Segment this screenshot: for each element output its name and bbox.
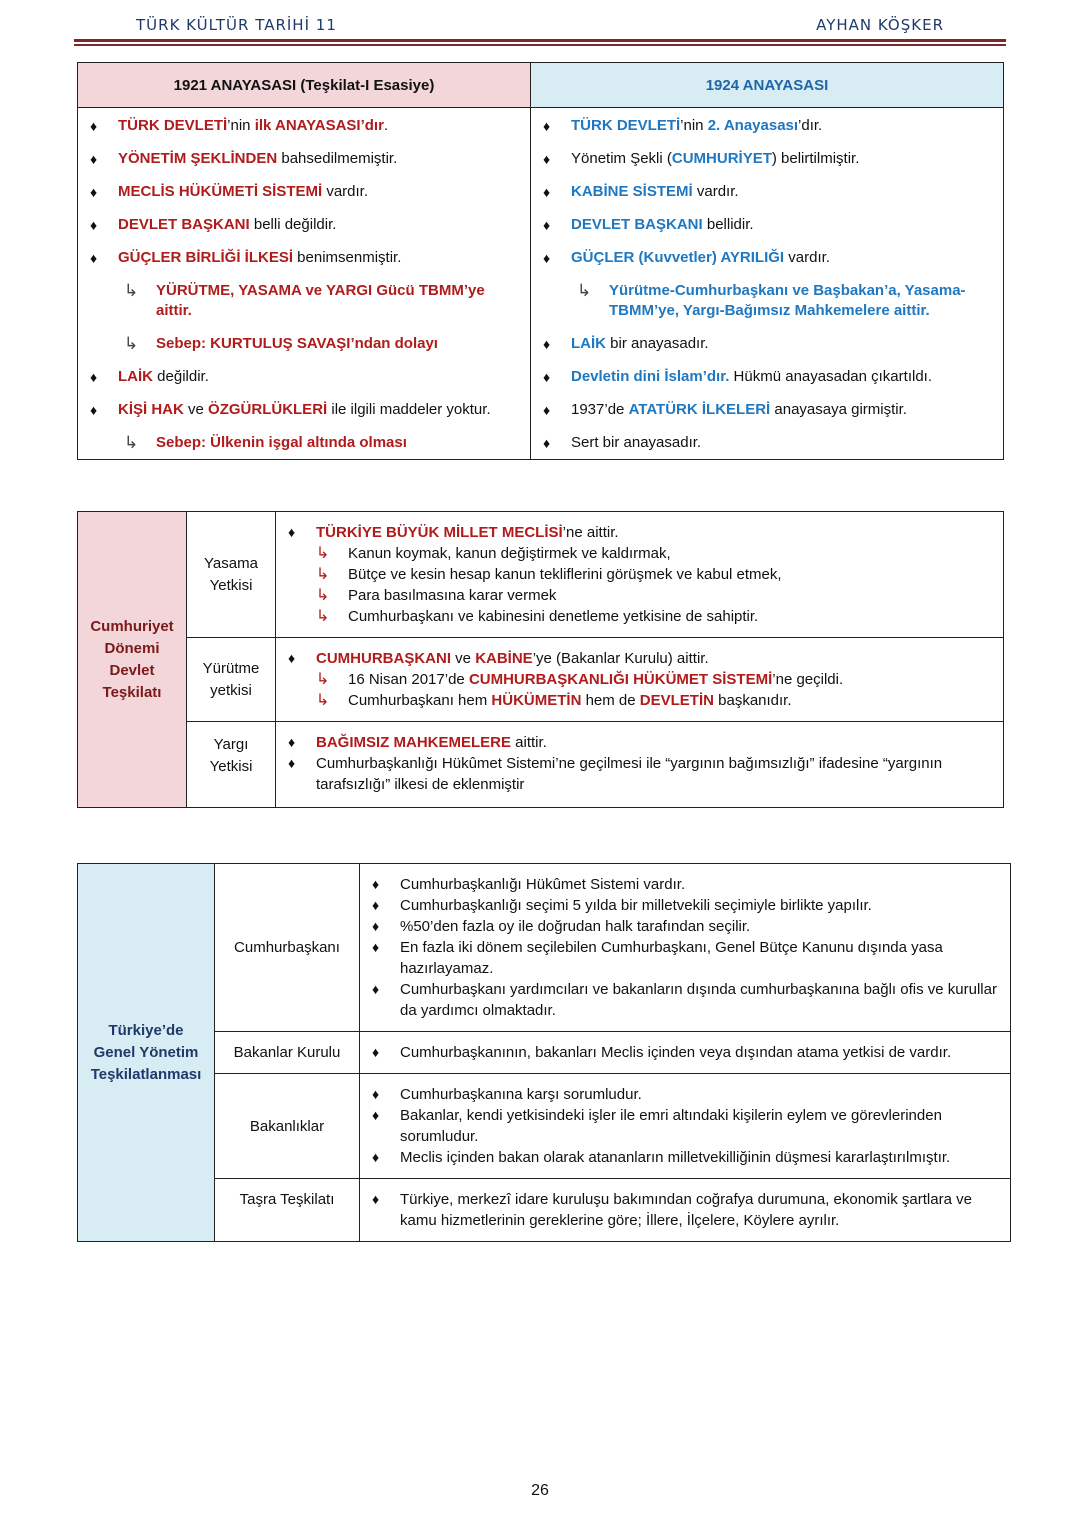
list-item-text: [571, 400, 907, 420]
constitution-comparison-table: [77, 62, 1004, 460]
row-content-council-of-ministers: [360, 1032, 1011, 1074]
list-item-text: [118, 367, 209, 387]
row-content-provincial: [360, 1179, 1011, 1242]
list-item-text: [118, 182, 368, 202]
text-run: hem de: [581, 692, 640, 709]
text-run: ve: [451, 650, 476, 667]
text-run: 16 Nisan 2017’de: [348, 671, 469, 688]
arrow-icon: ↳: [316, 587, 330, 604]
list-item-text: [156, 334, 438, 354]
list-item: [539, 367, 995, 387]
text-run: aittir.: [511, 734, 547, 751]
bullet-icon: ♦: [372, 918, 380, 934]
text-run: DEVLETİN: [639, 692, 714, 709]
list-item: [86, 149, 522, 169]
list-item-text: [348, 690, 792, 711]
text-run: vardır.: [692, 183, 739, 200]
text-run: başkanıdır.: [713, 692, 792, 709]
list-item-text: Türkiye, merkezî idare kuruluşu bakımından coğrafya durumuna, ekonomik şartlara ve kamu hizmetlerinin gereklerine göre; İllere, İlçelere, Köylere ayrılır.: [400, 1191, 972, 1229]
text-run: YÖNETİM ŞEKLİNDEN: [118, 150, 278, 167]
sub-list-item: [86, 433, 522, 453]
text-run: 2. Anayasası: [707, 117, 799, 134]
list-item-text: [571, 248, 830, 268]
bullet-icon: ♦: [372, 1191, 380, 1207]
bullet-icon: ♦: [543, 336, 551, 352]
list-item: [368, 916, 1002, 937]
list-item-text: Cumhurbaşkanına karşı sorumludur.: [400, 1086, 642, 1103]
text-run: MECLİS HÜKÜMETİ SİSTEMİ: [118, 183, 323, 200]
list-item: [284, 753, 995, 795]
text-run: DEVLET BAŞKANI: [571, 216, 703, 233]
list-item: [284, 732, 995, 753]
list-item: [539, 400, 995, 420]
list-item-text: [571, 149, 859, 169]
row-content-ministries: [360, 1074, 1011, 1179]
sub-list-item: [539, 281, 995, 321]
list-item: [368, 1084, 1002, 1105]
bullet-icon: ♦: [90, 250, 98, 266]
list-item-text: [118, 149, 397, 169]
text-run: BAĞIMSIZ MAHKEMELERE: [316, 734, 511, 751]
list-item-text: Cumhurbaşkanlığı seçimi 5 yılda bir milletvekili seçimiyle birlikte yapılır.: [400, 897, 872, 914]
text-run: ilk ANAYASASI’dır: [254, 117, 384, 134]
text-run: ’dır.: [798, 117, 823, 134]
state-organization-title: Cumhuriyet Dönemi Devlet Teşkilatı: [78, 512, 187, 808]
col-1921-list: [78, 108, 531, 460]
general-administration-title: Türkiye’de Genel Yönetim Teşkilatlanması: [78, 864, 215, 1242]
arrow-icon: ↳: [124, 281, 139, 300]
text-run: ’nin: [680, 117, 708, 134]
text-run: CUMHURİYET: [671, 150, 772, 167]
bullet-icon: ♦: [90, 151, 98, 167]
text-run: Cumhurbaşkanı hem: [348, 692, 492, 709]
list-item: [368, 1147, 1002, 1168]
sub-list-item: [284, 564, 995, 585]
list-item-text: [156, 433, 407, 453]
arrow-icon: ↳: [577, 281, 592, 300]
text-run: Sert bir anayasadır.: [571, 434, 702, 451]
row-label-ministries: Bakanlıklar: [215, 1074, 360, 1179]
list-item-text: [571, 116, 822, 136]
list-item: [539, 433, 995, 453]
bullet-icon: ♦: [372, 1044, 380, 1060]
list-item-text: [571, 215, 754, 235]
bullet-icon: ♦: [543, 402, 551, 418]
page-number: 26: [531, 1482, 549, 1499]
text-run: KABİNE: [475, 650, 533, 667]
text-run: Hükmü anayasadan çıkartıldı.: [729, 368, 932, 385]
col-1924-title: 1924 ANAYASASI: [531, 63, 1004, 108]
text-run: ’ye (Bakanlar Kurulu) aittir.: [532, 650, 709, 667]
list-item-text: [316, 522, 619, 543]
bullet-icon: ♦: [543, 151, 551, 167]
row-label-provincial: Taşra Teşkilatı: [215, 1179, 360, 1242]
text-run: ile ilgili maddeler yoktur.: [327, 401, 491, 418]
text-run: Cumhurbaşkanı ve kabinesini denetleme yetkisine de sahiptir.: [348, 608, 759, 625]
text-run: .: [383, 117, 389, 134]
text-run: bahsedilmemiştir.: [277, 150, 398, 167]
list-item: [368, 895, 1002, 916]
list-item: [539, 334, 995, 354]
list-item: [539, 248, 995, 268]
text-run: ÖZGÜRLÜKLERİ: [208, 401, 328, 418]
bullet-icon: ♦: [288, 650, 296, 666]
list-item: [539, 215, 995, 235]
list-item: [539, 149, 995, 169]
arrow-icon: ↳: [316, 545, 330, 562]
text-run: Yürütme-Cumhurbaşkanı ve Başbakan’a, Yasama-TBMM’ye, Yargı-Bağımsız Mahkemelere aittir.: [609, 282, 966, 319]
text-run: Devletin dini İslam’dır.: [571, 368, 730, 385]
list-item-text: [609, 281, 995, 321]
arrow-icon: ↳: [316, 671, 330, 688]
list-item: [86, 215, 522, 235]
text-run: vardır.: [322, 183, 369, 200]
list-item: [86, 367, 522, 387]
text-run: Para basılmasına karar vermek: [348, 587, 557, 604]
col-1924-list: [531, 108, 1004, 460]
list-item-text: [348, 669, 843, 690]
list-item-text: [571, 433, 701, 453]
text-run: ’ne geçildi.: [772, 671, 844, 688]
bullet-icon: ♦: [543, 250, 551, 266]
text-run: Cumhurbaşkanlığı Hükûmet Sistemi’ne geçilmesi ile “yargının bağımsızlığı” ifadesine “yargının tarafsızlığı” ilkesi de eklenmiştir: [316, 755, 943, 793]
row-label-executive: Yürütme yetkisi: [187, 638, 276, 722]
list-item-text: [118, 215, 336, 235]
list-item-text: [118, 116, 388, 136]
row-content-judicial: [276, 722, 1004, 808]
text-run: 1937’de: [571, 401, 629, 418]
header-rule: [74, 39, 1006, 42]
bullet-icon: ♦: [288, 734, 296, 750]
list-item: [86, 400, 522, 420]
list-item: [368, 874, 1002, 895]
bullet-icon: ♦: [288, 524, 296, 540]
bullet-icon: ♦: [372, 1086, 380, 1102]
list-item-text: [348, 564, 782, 585]
text-run: TÜRK DEVLETİ: [118, 117, 228, 134]
list-item-text: [348, 543, 671, 564]
text-run: DEVLET BAŞKANI: [118, 216, 250, 233]
list-item-text: Cumhurbaşkanlığı Hükûmet Sistemi vardır.: [400, 876, 686, 893]
list-item: [368, 1042, 1002, 1063]
row-label-judicial: Yargı Yetkisi: [187, 722, 276, 808]
state-organization-table: [77, 511, 1004, 808]
list-item-text: [571, 334, 709, 354]
header-rule-thin: [74, 44, 1006, 46]
list-item-text: [348, 606, 758, 627]
list-item-text: [348, 585, 556, 606]
text-run: Sebep: KURTULUŞ SAVAŞI’ndan dolayı: [156, 335, 438, 352]
row-label-council-of-ministers: Bakanlar Kurulu: [215, 1032, 360, 1074]
text-run: bir anayasadır.: [606, 335, 709, 352]
list-item-text: Cumhurbaşkanının, bakanları Meclis içinden veya dışından atama yetkisi de vardır.: [400, 1044, 952, 1061]
sub-list-item: [284, 543, 995, 564]
text-run: vardır.: [784, 249, 830, 266]
text-run: değildir.: [153, 368, 209, 385]
sub-list-item: [86, 334, 522, 354]
bullet-icon: ♦: [90, 217, 98, 233]
bullet-icon: ♦: [372, 897, 380, 913]
list-item-text: [316, 732, 547, 753]
list-item: [86, 116, 522, 136]
text-run: LAİK: [118, 368, 153, 385]
arrow-icon: ↳: [124, 334, 139, 353]
list-item: [368, 937, 1002, 979]
bullet-icon: ♦: [543, 369, 551, 385]
list-item-text: En fazla iki dönem seçilebilen Cumhurbaşkanı, Genel Bütçe Kanunu dışında yasa hazırlayamaz.: [400, 939, 943, 977]
row-content-executive: [276, 638, 1004, 722]
text-run: HÜKÜMETİN: [491, 692, 582, 709]
header-author: AYHAN KÖŞKER: [816, 16, 944, 34]
bullet-icon: ♦: [543, 435, 551, 451]
list-item: [539, 116, 995, 136]
list-item-text: [571, 182, 739, 202]
row-label-legislative: Yasama Yetkisi: [187, 512, 276, 638]
bullet-icon: ♦: [543, 184, 551, 200]
text-run: ’ne aittir.: [562, 524, 619, 541]
list-item-text: %50’den fazla oy ile doğrudan halk tarafından seçilir.: [400, 918, 751, 935]
list-item-text: Cumhurbaşkanı yardımcıları ve bakanların dışında cumhurbaşkanına bağlı ofis ve kurullar da yardımcı olmaktadır.: [400, 981, 997, 1019]
text-run: TÜRK DEVLETİ: [571, 117, 681, 134]
text-run: GÜÇLER BİRLİĞİ İLKESİ: [118, 249, 294, 266]
text-run: KİŞİ HAK: [118, 401, 184, 418]
text-run: ve: [183, 401, 209, 418]
bullet-icon: ♦: [372, 981, 380, 997]
text-run: ’nin: [227, 117, 255, 134]
bullet-icon: ♦: [372, 1107, 380, 1123]
list-item: [284, 522, 995, 543]
col-1921-title: 1921 ANAYASASI (Teşkilat-I Esasiye): [78, 63, 531, 108]
list-item: [368, 1105, 1002, 1147]
text-run: ATATÜRK İLKELERİ: [628, 401, 771, 418]
bullet-icon: ♦: [90, 118, 98, 134]
list-item-text: Meclis içinden bakan olarak atananların milletvekilliğinin düşmesi kararlaştırılmıştır.: [400, 1149, 951, 1166]
sub-list-item: [284, 585, 995, 606]
text-run: Sebep: Ülkenin işgal altında olması: [156, 434, 407, 451]
list-item-text: [571, 367, 932, 387]
header-course-title: TÜRK KÜLTÜR TARİHİ 11: [136, 16, 337, 34]
text-run: belli değildir.: [249, 216, 337, 233]
list-item-text: Bakanlar, kendi yetkisindeki işler ile emri altındaki kişilerin eylem ve görevlerinden sorumludur.: [400, 1107, 942, 1145]
list-item-text: [316, 648, 709, 669]
text-run: benimsenmiştir.: [293, 249, 402, 266]
text-run: ) belirtilmiştir.: [771, 150, 860, 167]
general-administration-table: [77, 863, 1011, 1242]
text-run: anayasaya girmiştir.: [770, 401, 907, 418]
text-run: Bütçe ve kesin hesap kanun tekliflerini görüşmek ve kabul etmek,: [348, 566, 782, 583]
bullet-icon: ♦: [372, 939, 380, 955]
arrow-icon: ↳: [316, 608, 330, 625]
text-run: Yönetim Şekli (: [571, 150, 672, 167]
text-run: LAİK: [571, 335, 606, 352]
list-item: [86, 248, 522, 268]
text-run: TÜRKİYE BÜYÜK MİLLET MECLİSİ: [316, 524, 563, 541]
row-label-president: Cumhurbaşkanı: [215, 864, 360, 1032]
sub-list-item: [284, 669, 995, 690]
bullet-icon: ♦: [372, 1149, 380, 1165]
list-item-text: [316, 753, 995, 795]
bullet-icon: ♦: [90, 369, 98, 385]
text-run: Kanun koymak, kanun değiştirmek ve kaldırmak,: [348, 545, 671, 562]
arrow-icon: ↳: [316, 692, 330, 709]
row-content-president: [360, 864, 1011, 1032]
text-run: GÜÇLER (Kuvvetler) AYRILIĞI: [571, 249, 785, 266]
text-run: CUMHURBAŞKANLIĞI HÜKÜMET SİSTEMİ: [468, 671, 773, 688]
list-item-text: [118, 248, 401, 268]
list-item: [86, 182, 522, 202]
bullet-icon: ♦: [543, 118, 551, 134]
bullet-icon: ♦: [90, 184, 98, 200]
list-item: [284, 648, 995, 669]
list-item: [368, 979, 1002, 1021]
arrow-icon: ↳: [316, 566, 330, 583]
bullet-icon: ♦: [543, 217, 551, 233]
row-content-legislative: [276, 512, 1004, 638]
bullet-icon: ♦: [90, 402, 98, 418]
sub-list-item: [86, 281, 522, 321]
sub-list-item: [284, 690, 995, 711]
list-item-text: [118, 400, 491, 420]
text-run: CUMHURBAŞKANI: [316, 650, 451, 667]
text-run: YÜRÜTME, YASAMA ve YARGI Gücü TBMM’ye aittir.: [156, 282, 485, 319]
bullet-icon: ♦: [372, 876, 380, 892]
list-item: [368, 1189, 1002, 1231]
arrow-icon: ↳: [124, 433, 139, 452]
text-run: bellidir.: [702, 216, 754, 233]
list-item: [539, 182, 995, 202]
text-run: KABİNE SİSTEMİ: [571, 183, 693, 200]
sub-list-item: [284, 606, 995, 627]
list-item-text: [156, 281, 522, 321]
bullet-icon: ♦: [288, 755, 296, 771]
